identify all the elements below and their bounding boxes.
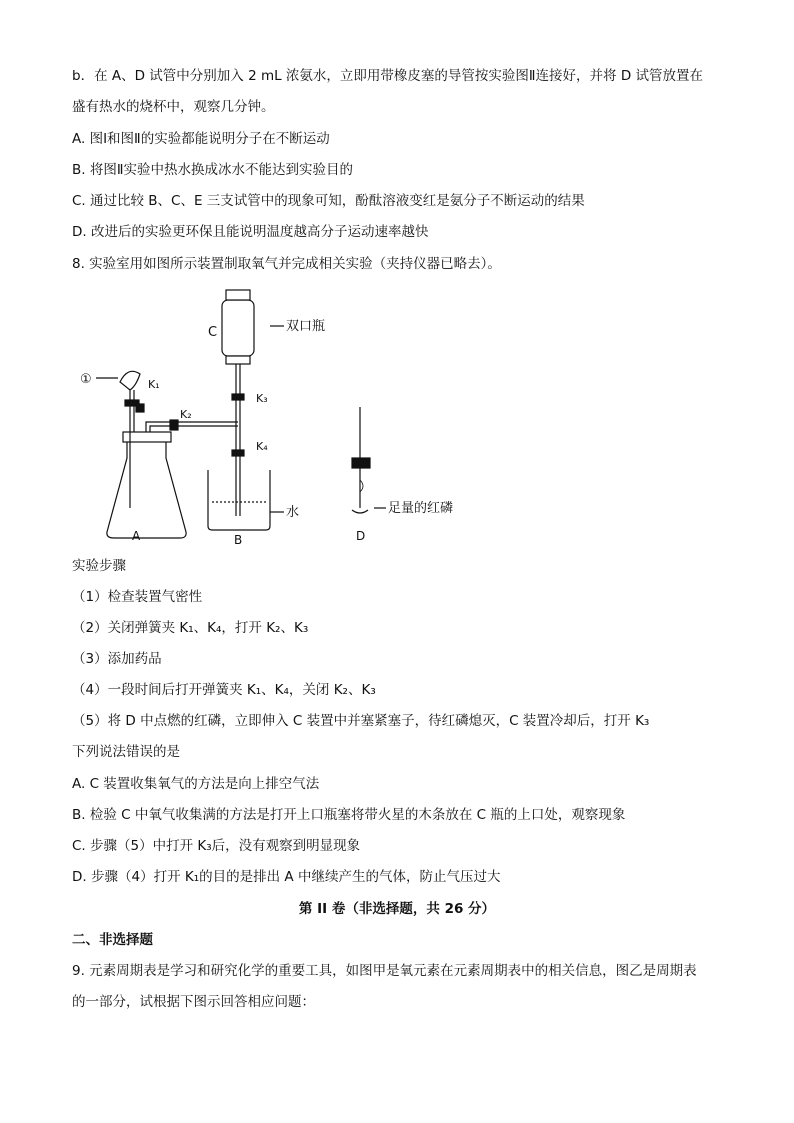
label-d: D bbox=[356, 529, 366, 543]
step-5: （5）将 D 中点燃的红磷，立即伸入 C 装置中并塞紧塞子，待红磷熄灭，C 装置冷却后，打开 K₃ bbox=[72, 713, 650, 729]
option-b: B. 将图Ⅱ实验中热水换成冰水不能达到实验目的 bbox=[72, 162, 353, 178]
stopper-d bbox=[352, 458, 370, 468]
label-bottle: 双口瓶 bbox=[286, 319, 326, 334]
option-a: A. 图Ⅰ和图Ⅱ的实验都能说明分子在不断运动 bbox=[72, 131, 330, 147]
clamp-k2 bbox=[170, 420, 178, 430]
label-a: A bbox=[132, 529, 141, 543]
label-1: ① bbox=[80, 372, 92, 387]
steps-title: 实验步骤 bbox=[72, 558, 126, 574]
step-3: （3）添加药品 bbox=[72, 651, 162, 667]
spoon-d bbox=[352, 510, 368, 513]
label-k1: K₁ bbox=[148, 378, 160, 391]
q8-option-c: C. 步骤（5）中打开 K₃后，没有观察到明显现象 bbox=[72, 838, 361, 854]
question-prompt: 下列说法错误的是 bbox=[72, 744, 180, 760]
q8-option-a: A. C 装置收集氧气的方法是向上排空气法 bbox=[72, 776, 320, 792]
label-b: B bbox=[234, 533, 243, 547]
q8-option-b: B. 检验 C 中氧气收集满的方法是打开上口瓶塞将带火星的木条放在 C 瓶的上口处，观察现象 bbox=[72, 807, 626, 823]
funnel-1 bbox=[120, 371, 140, 390]
clamp-k3 bbox=[232, 394, 244, 400]
option-c: C. 通过比较 B、C、E 三支试管中的现象可知，酚酞溶液变红是氨分子不断运动的结果 bbox=[72, 193, 585, 209]
bottle-c bbox=[222, 300, 254, 356]
step-1: （1）检查装置气密性 bbox=[72, 589, 203, 605]
clamp-k4 bbox=[232, 450, 244, 456]
q8-option-d: D. 步骤（4）打开 K₁的目的是排出 A 中继续产生的气体，防止气压过大 bbox=[72, 869, 501, 885]
beaker-b bbox=[208, 470, 270, 530]
apparatus-figure bbox=[70, 282, 490, 552]
text-line: 盛有热水的烧杯中，观察几分钟。 bbox=[72, 99, 275, 115]
option-d: D. 改进后的实验更环保且能说明温度越高分子运动速率越快 bbox=[72, 224, 429, 240]
label-water: 水 bbox=[286, 505, 300, 520]
clamp-k1 bbox=[136, 404, 144, 412]
label-k2: K₂ bbox=[180, 408, 192, 421]
step-2: （2）关闭弹簧夹 K₁、K₄，打开 K₂、K₃ bbox=[72, 620, 309, 636]
label-k3: K₃ bbox=[256, 392, 268, 405]
label-phosphorus: 足量的红磷 bbox=[388, 501, 454, 516]
text-line: b．在 A、D 试管中分别加入 2 mL 浓氨水，立即用带橡皮塞的导管按实验图Ⅱ连接好，并将 D 试管放置在 bbox=[72, 68, 704, 84]
section-2-heading: 二、非选择题 bbox=[72, 932, 153, 948]
label-k4: K₄ bbox=[256, 440, 268, 453]
flask-a bbox=[107, 440, 186, 538]
question-9-cont: 的一部分，试根据下图示回答相应问题： bbox=[72, 994, 315, 1010]
label-c: C bbox=[208, 325, 218, 340]
question-9: 9. 元素周期表是学习和研究化学的重要工具，如图甲是氧元素在元素周期表中的相关信息，图乙是周期表 bbox=[72, 963, 697, 979]
part-2-heading: 第 II 卷（非选择题，共 26 分） bbox=[298, 901, 496, 917]
question-8: 8. 实验室用如图所示装置制取氧气并完成相关实验（夹持仪器已略去）。 bbox=[72, 256, 501, 272]
step-4: （4）一段时间后打开弹簧夹 K₁、K₄，关闭 K₂、K₃ bbox=[72, 682, 376, 698]
